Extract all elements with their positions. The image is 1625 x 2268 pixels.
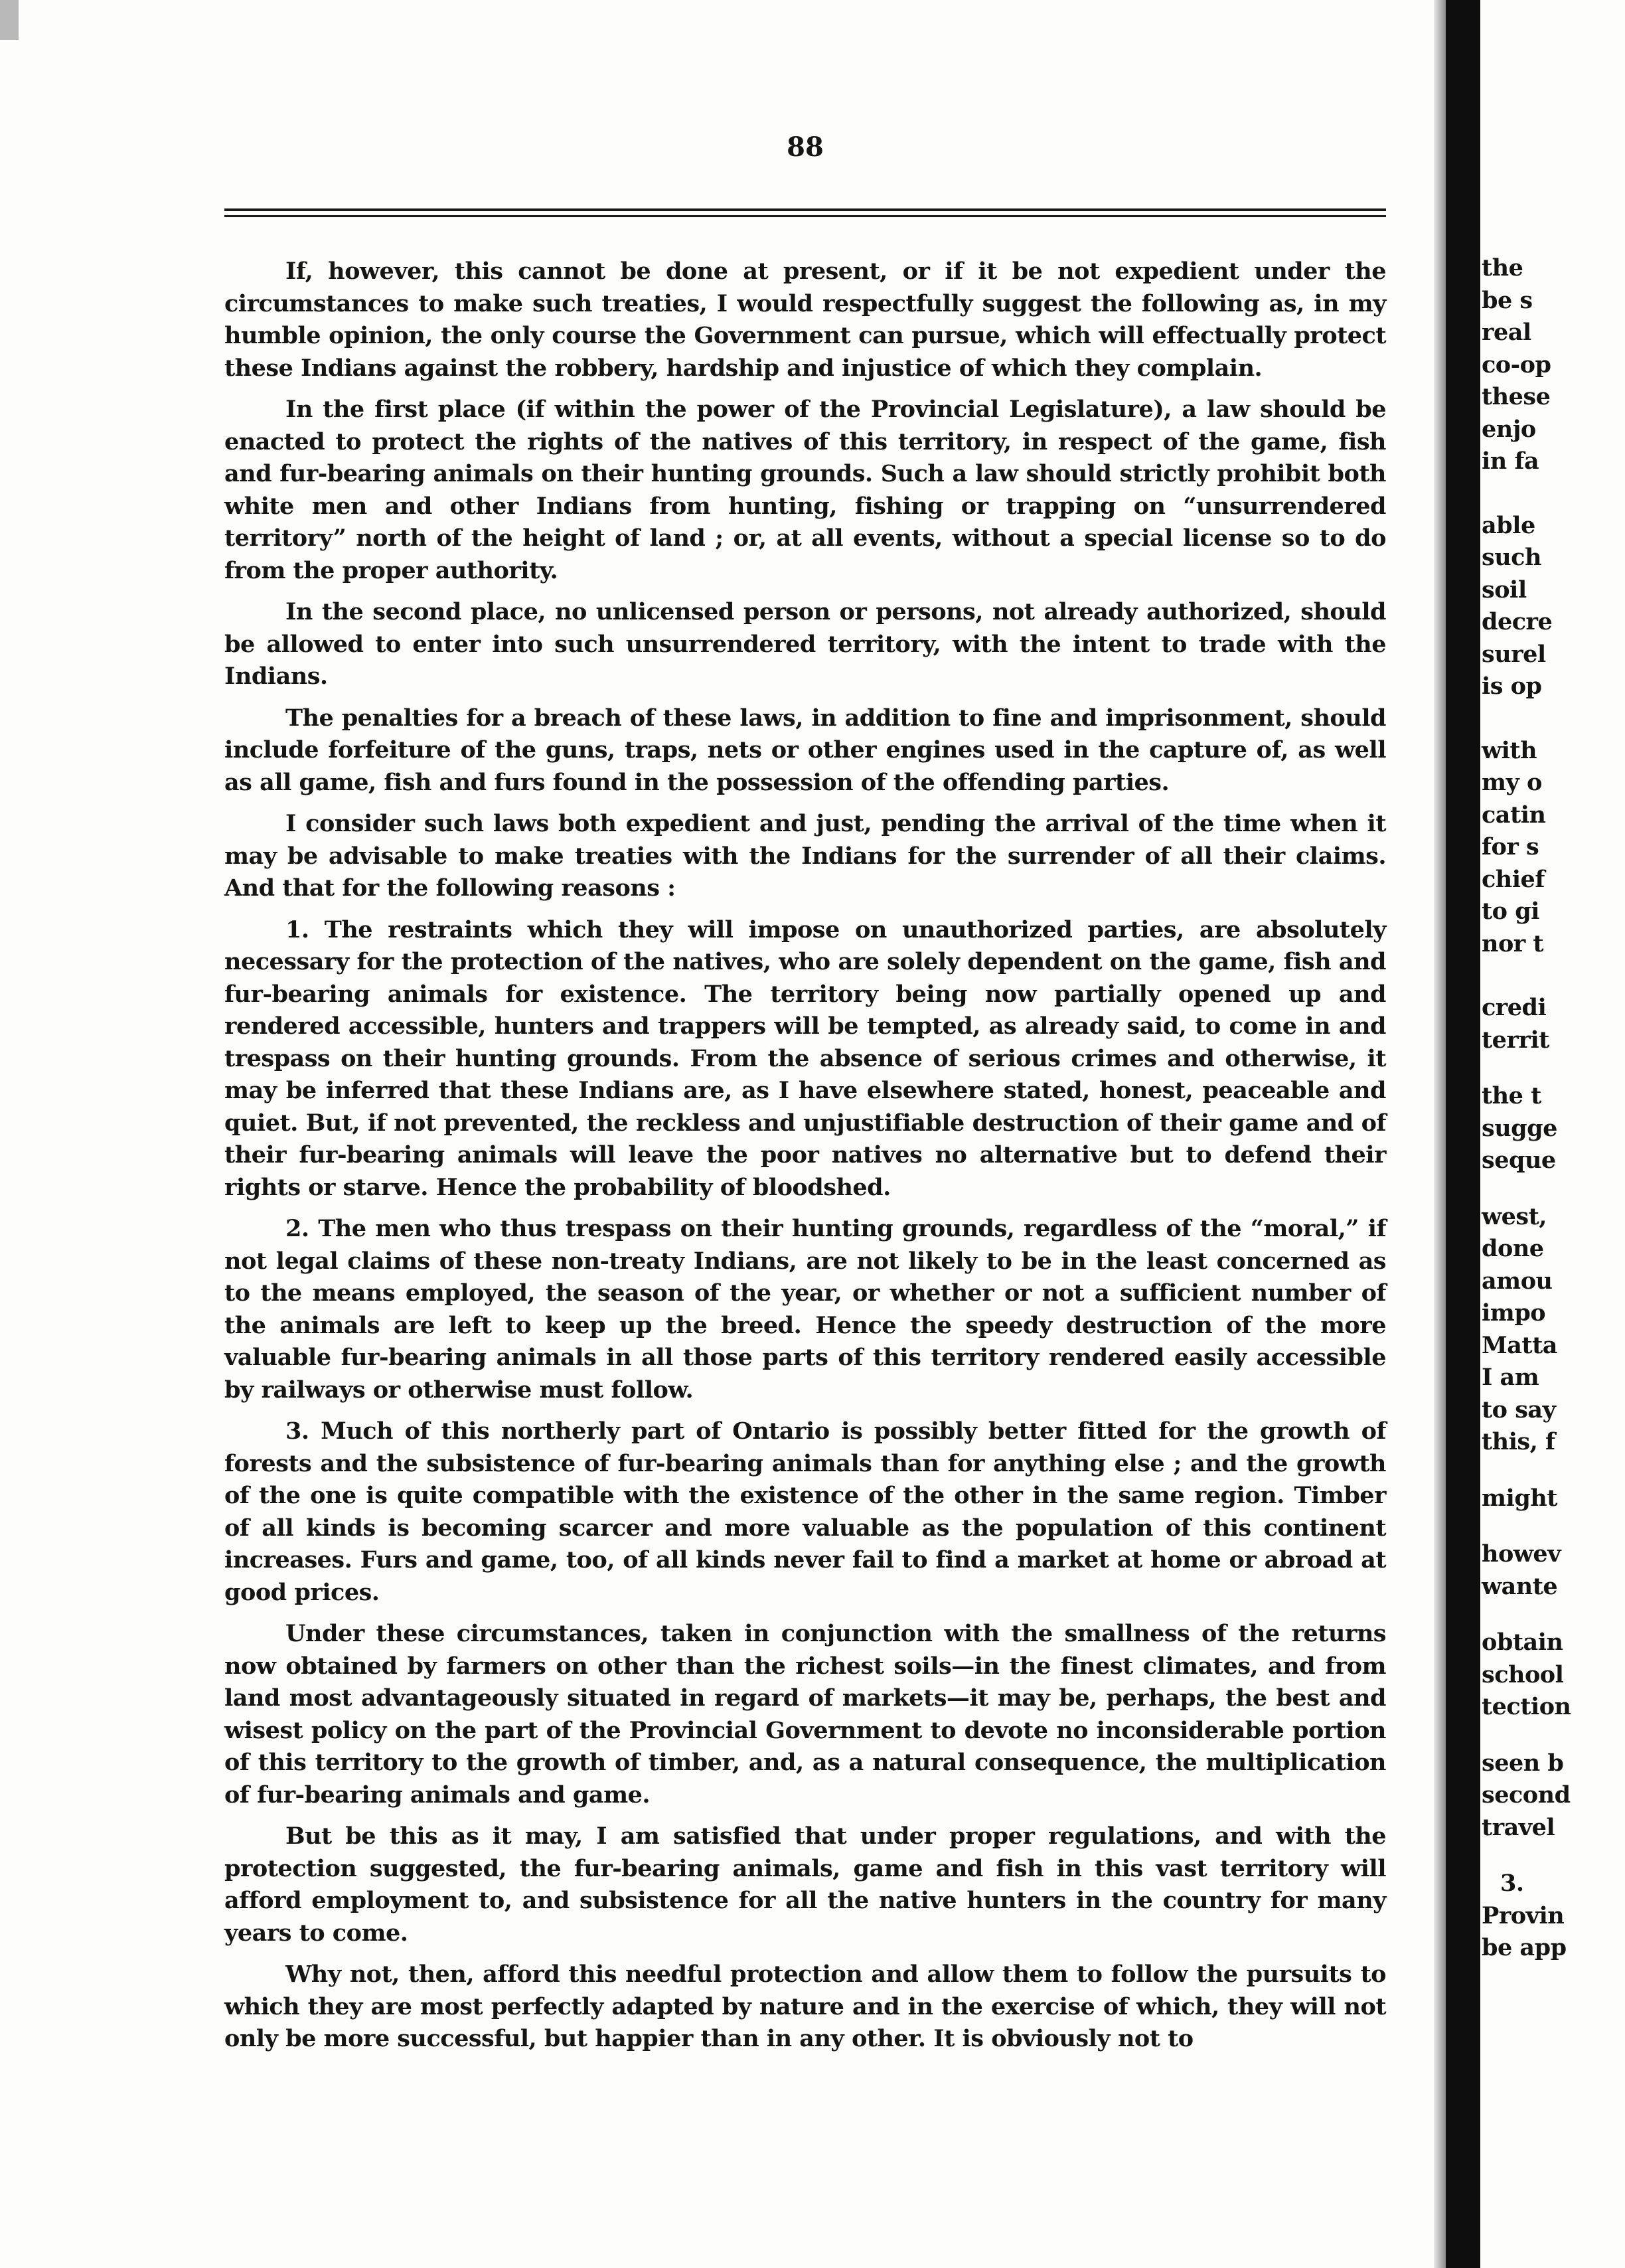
facing-line: might bbox=[1482, 1484, 1557, 1512]
facing-line: be app bbox=[1482, 1934, 1567, 1961]
facing-line: real bbox=[1482, 319, 1531, 346]
paragraph: In the first place (if within the power of the Provincial Legislature), a law should be enacted to protect the rights of the natives of this territory, in respect of the game, fish and fur-bearing animals on their hunting grounds. Such a law should strictly prohibit both white men and other Indians from hunting, fishing or trapping on “unsurrendered territory” north of the height of land ; or, at all events, without a special license so to do from the proper authority. bbox=[224, 396, 1386, 584]
paragraph: Why not, then, afford this needful protection and allow them to follow the pursuits to which they are most perfectly adapted by nature and in the exercise of which, they will not only be more successful, but happier than in any other. It is obviously not to bbox=[224, 1961, 1386, 2052]
paragraph: 1. The restraints which they will impose on unauthorized parties, are absolutely necessary for the protection of the natives, who are solely dependent on the game, fish and fur-bearing animals for existence. The territory being now partially opened up and rendered accessible, hunters and trappers will be tempted, as already said, to come in and trespass on their hunting grounds. From the absence of serious crimes and otherwise, it may be inferred that these Indians are, as I have elsewhere stated, honest, peaceable and quiet. But, if not prevented, the reckless and unjustifiable destruction of their game and of their fur-bearing animals will leave the poor natives no alternative but to defend their rights or starve. Hence the probability of bloodshed. bbox=[224, 916, 1386, 1201]
facing-line: enjo bbox=[1482, 415, 1536, 443]
facing-line: travel bbox=[1482, 1813, 1555, 1841]
facing-line: decre bbox=[1482, 608, 1553, 635]
header-rule bbox=[224, 208, 1386, 211]
facing-line: credi bbox=[1482, 994, 1547, 1021]
facing-line: west, bbox=[1482, 1202, 1547, 1230]
paragraph: The penalties for a breach of these laws, in addition to fine and imprisonment, should include forfeiture of the guns, traps, nets or other engines used in the capture of, as well as all game, fish and furs found in the possession of the offending parties. bbox=[224, 704, 1386, 796]
facing-page bbox=[1482, 252, 1625, 1965]
facing-line: Provin bbox=[1482, 1902, 1565, 1929]
paragraph: Under these circumstances, taken in conjunction with the smallness of the returns now obtained by farmers on other than the richest soils—in the finest climates, and from land most advantageously situated in regard of markets—it may be, perhaps, the best and wisest policy on the part of the Provincial Government to devote no inconsiderable portion of this territory to the growth of timber, and, as a natural consequence, the multiplication of fur-bearing animals and game. bbox=[224, 1620, 1386, 1809]
binding-shadow bbox=[1434, 0, 1446, 2268]
facing-line: my o bbox=[1482, 769, 1542, 796]
facing-line: these bbox=[1482, 383, 1551, 410]
facing-line: with bbox=[1482, 736, 1537, 764]
facing-line: school bbox=[1482, 1660, 1564, 1688]
facing-line: to gi bbox=[1482, 898, 1539, 925]
facing-line: howev bbox=[1482, 1540, 1561, 1568]
facing-line: seque bbox=[1482, 1147, 1556, 1174]
facing-line: seen b bbox=[1482, 1749, 1564, 1777]
paragraph: But be this as it may, I am satisfied that under proper regulations, and with the protection suggested, the fur-bearing animals, game and fish in this vast territory will afford employment to, and subsistence for all the native hunters in the country for many years to come. bbox=[224, 1822, 1386, 1947]
facing-line: 3. bbox=[1500, 1870, 1524, 1897]
facing-line: the bbox=[1482, 254, 1523, 282]
facing-line: amou bbox=[1482, 1267, 1553, 1295]
main-page bbox=[224, 133, 1386, 2065]
facing-line: this, f bbox=[1482, 1428, 1555, 1455]
header-rule-thin bbox=[224, 215, 1386, 217]
page-number: 88 bbox=[787, 131, 824, 163]
paragraph: In the second place, no unlicensed person or persons, not already authorized, should be allowed to enter into such unsurrendered territory, with the intent to trade with the Indians. bbox=[224, 598, 1386, 690]
facing-line: catin bbox=[1482, 801, 1546, 829]
facing-line: such bbox=[1482, 544, 1541, 571]
facing-line: Matta bbox=[1482, 1331, 1557, 1359]
facing-line: soil bbox=[1482, 576, 1527, 604]
facing-line: the t bbox=[1482, 1082, 1541, 1109]
paragraph: If, however, this cannot be done at present, or if it be not expedient under the circumstances to make such treaties, I would respectfully suggest the following as, in my humble opinion, the only course the Government can pursue, which will effectually protect these Indians against the robbery, hardship and injustice of which they complain. bbox=[224, 258, 1386, 382]
facing-line: nor t bbox=[1482, 930, 1544, 957]
paragraph: 2. The men who thus trespass on their hunting grounds, regardless of the “moral,” if not legal claims of these non-treaty Indians, are not likely to be in the least concerned as to the means employed, the season of the year, or whether or not a sufficient number of the animals are left to keep up the breed. Hence the speedy destruction of the more valuable fur-bearing animals in all those parts of this territory rendered easily accessible by railways or otherwise must follow. bbox=[224, 1215, 1386, 1404]
facing-line: chief bbox=[1482, 865, 1545, 893]
facing-line: second bbox=[1482, 1781, 1571, 1809]
facing-line: I am bbox=[1482, 1364, 1539, 1391]
facing-line: to say bbox=[1482, 1396, 1556, 1423]
facing-line: is op bbox=[1482, 673, 1542, 700]
facing-line: be s bbox=[1482, 286, 1533, 314]
facing-line: in fa bbox=[1482, 447, 1539, 475]
facing-line: sugge bbox=[1482, 1114, 1557, 1142]
facing-line: obtain bbox=[1482, 1629, 1563, 1656]
facing-line: tection bbox=[1482, 1693, 1571, 1720]
facing-line: for s bbox=[1482, 833, 1539, 860]
facing-line: wante bbox=[1482, 1572, 1558, 1600]
facing-line: done bbox=[1482, 1235, 1544, 1262]
paragraph: I consider such laws both expedient and just, pending the arrival of the time when it may be advisable to make treaties with the Indians for the surrender of all their claims. And that for the following reasons : bbox=[224, 810, 1386, 902]
facing-line: co-op bbox=[1482, 351, 1551, 378]
binding-gutter bbox=[1446, 0, 1480, 2268]
facing-line: territ bbox=[1482, 1026, 1549, 1054]
scan-corner-mark bbox=[0, 0, 19, 40]
facing-line: able bbox=[1482, 511, 1535, 539]
facing-line: surel bbox=[1482, 640, 1546, 668]
paragraph: 3. Much of this northerly part of Ontario is possibly better fitted for the growth of forests and the subsistence of fur-bearing animals than for anything else ; and the growth of the one is quite compatible with the existence of the other in the same region. Timber of all kinds is becoming scarcer and more valuable as the population of this continent increases. Furs and game, too, of all kinds never fail to find a market at home or abroad at good prices. bbox=[224, 1418, 1386, 1606]
facing-line: impo bbox=[1482, 1299, 1546, 1327]
